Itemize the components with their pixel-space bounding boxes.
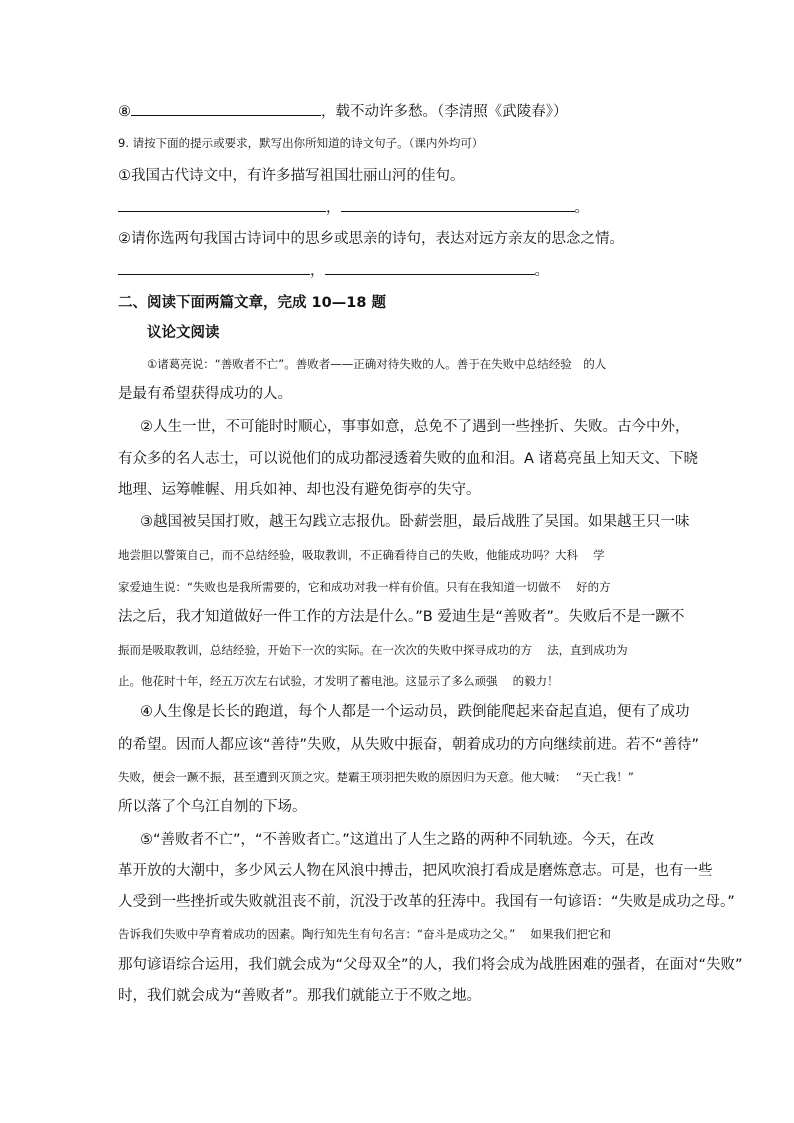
section-2-heading: 二、阅读下面两篇文章，完成 10—18 题 <box>118 295 386 311</box>
paragraph-5-line-6: 时，我们就会成为“善败者”。那我们就能立于不败之地。 <box>118 988 482 1004</box>
paragraph-1-line-2: 是最有希望获得成功的人。 <box>118 386 292 402</box>
paragraph-4-line-1: ④人生像是长长的跑道，每个人都是一个运动员，跌倒能爬起来奋起直追，便有了成功 <box>140 704 690 720</box>
paragraph-5-line-1: ⑤“善败者不亡”，“不善败者亡。”这道出了人生之路的两种不同轨迹。今天，在改 <box>140 832 655 848</box>
paragraph-3-line-1: ③越国被吴国打败，越王勾践立志报仇。卧薪尝胆，最后战胜了吴国。如果越王只一味 <box>140 514 690 530</box>
comma: ， <box>310 263 325 279</box>
paragraph-3-line-4: 法之后，我才知道做好一件工作的方法是什么。”B 爱迪生是“善败者”。失败后不是一蹶不 <box>118 609 685 625</box>
period: 。 <box>534 263 549 279</box>
paragraph-2-line-2: 有众多的名人志士，可以说他们的成功都浸透着失败的血和泪。A 诸葛亮虽上知天文、下晓 <box>118 451 699 467</box>
paragraph-5-line-3: 人受到一些挫折或失败就沮丧不前，沉没于改革的狂涛中。我国有一句谚语：“失败是成功之母。” <box>118 894 735 910</box>
paragraph-5-line-2: 革开放的大潮中，多少风云人物在风浪中搏击，把风吹浪打看成是磨炼意志。可是，也有一些 <box>118 863 713 879</box>
question-9-part-2: ②请你选两句我国古诗词中的思乡或思亲的诗句，表达对远方亲友的思念之情。 <box>118 231 624 247</box>
period: 。 <box>574 200 589 216</box>
q8-answer-blank[interactable] <box>131 101 321 116</box>
paragraph-2-line-1: ②人生一世，不可能时时顺心，事事如意，总免不了遇到一些挫折、失败。古今中外， <box>140 419 690 435</box>
q8-text: ，载不动许多愁。（李清照《武陵春》） <box>321 104 568 120</box>
q9-p2-blank-2[interactable] <box>325 260 535 275</box>
q9-p1-blank-1[interactable] <box>118 197 326 212</box>
paragraph-5-line-4: 告诉我们失败中孕育着成功的因素。陶行知先生有句名言：“奋斗是成功之父。” 如果我们把它和 <box>118 927 611 941</box>
comma: ， <box>326 200 341 216</box>
q9-part-1-answer-line <box>118 197 589 218</box>
paragraph-3-line-3: 家爱迪生说：“失败也是我所需要的，它和成功对我一样有价值。只有在我知道一切做不 好的方 <box>118 580 611 594</box>
paragraph-2-line-3: 地理、运筹帷幄、用兵如神、却也没有避免街亭的失守。 <box>118 482 481 498</box>
paragraph-5-line-5: 那句谚语综合运用，我们就会成为“父母双全”的人，我们将会成为战胜困难的强者，在面对“失败” <box>118 957 743 973</box>
question-8-line <box>118 101 568 122</box>
paragraph-4-line-3: 失败，便会一蹶不振，甚至遭到灭顶之灾。楚霸王项羽把失败的原因归为天意。他大喊： “天亡我！” <box>118 770 634 784</box>
q8-number: ⑧ <box>118 104 131 120</box>
question-9-part-1: ①我国古代诗文中，有许多描写祖国壮丽山河的佳句。 <box>118 168 465 184</box>
paragraph-1-line-1: ①诸葛亮说：“善败者不亡”。善败者——正确对待失败的人。善于在失败中总结经验 的人 <box>147 357 607 371</box>
paragraph-4-line-2: 的希望。因而人都应该“善待”失败，从失败中振奋，朝着成功的方向继续前进。若不“善待” <box>118 737 700 753</box>
paragraph-3-line-2: 地尝胆以警策自己，而不总结经验，吸取教训，不正确看待自己的失败，他能成功吗？大科 学 <box>118 548 605 562</box>
paragraph-4-line-4: 所以落了个乌江自刎的下场。 <box>118 799 307 815</box>
q9-p2-blank-1[interactable] <box>118 260 310 275</box>
q9-part-2-answer-line <box>118 260 549 281</box>
paragraph-3-line-6: 止。他花时十年，经五万次左右试验，才发明了蓄电池。这显示了多么顽强 的毅力！ <box>118 674 559 688</box>
article-title: 议论文阅读 <box>147 325 220 341</box>
paragraph-3-line-5: 振而是吸取教训，总结经验，开始下一次的实际。在一次次的失败中探寻成功的方 法，直到成功为 <box>118 643 628 657</box>
q9-p1-blank-2[interactable] <box>341 197 575 212</box>
question-9-prompt: 9. 请按下面的提示或要求，默写出你所知道的诗文句子。（课内外均可） <box>118 136 484 150</box>
